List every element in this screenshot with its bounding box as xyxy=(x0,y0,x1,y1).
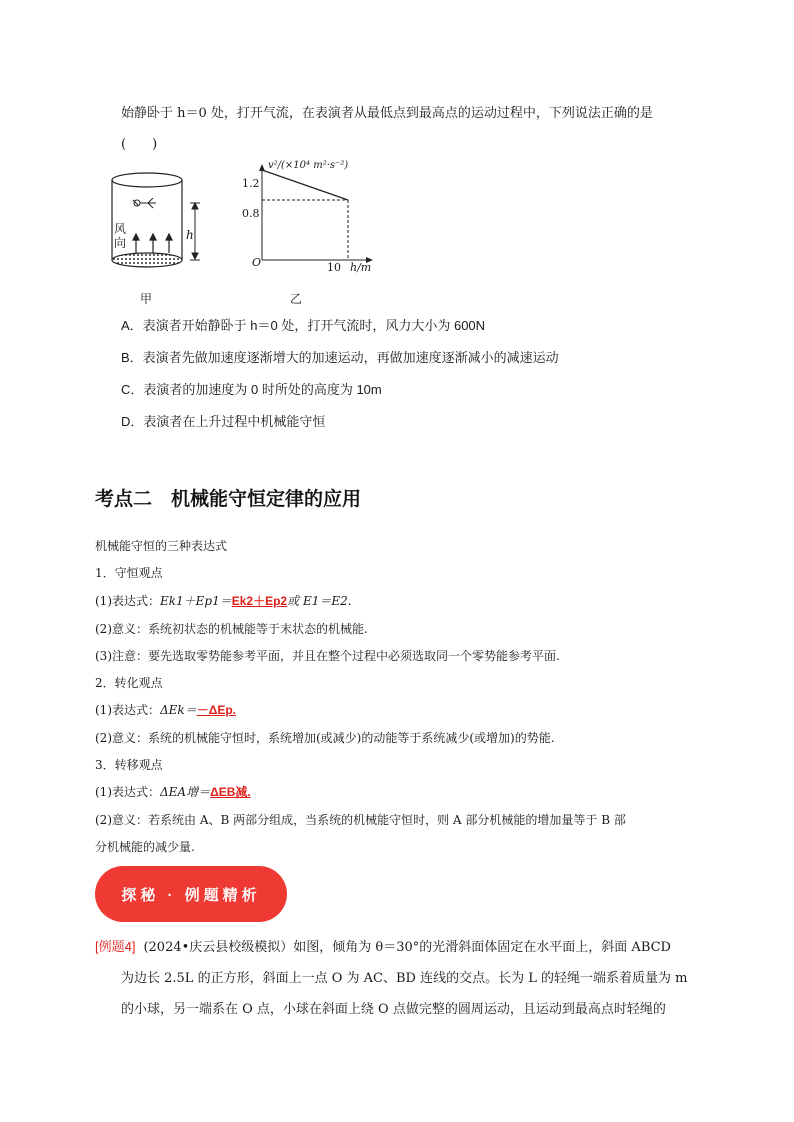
wind-arrows xyxy=(133,234,172,253)
p1-expression: (1)表达式：Ek1＋Ep1＝Ek2＋Ep2或 E1＝E2. xyxy=(95,594,352,608)
example-line3: 的小球，另一端系在 O 点，小球在斜面上绕 O 点做完整的圆周运动，且运动到最高点时轻绳的 xyxy=(121,1002,666,1017)
figure-jia-label: 甲 xyxy=(140,292,153,306)
section-title: 考点二 机械能守恒定律的应用 xyxy=(95,489,362,510)
p2-expression: (1)表达式：ΔEk＝－ΔEp. xyxy=(95,703,236,717)
p3-expression: (1)表达式：ΔEA增＝ΔEB减. xyxy=(95,785,251,799)
answer-blank: ( ) xyxy=(121,137,158,152)
wind-label: 风向 xyxy=(114,222,127,250)
question-stem-line: 始静卧于 h＝0 处，打开气流，在表演者从最低点到最高点的运动过程中，下列说法正确的是 xyxy=(121,106,653,121)
p3-meaning-line2: 分机械能的减少量. xyxy=(95,840,195,854)
option-c: C．表演者的加速度为 0 时所处的高度为 10m xyxy=(121,382,382,397)
y-tick-low: 0.8 xyxy=(242,207,260,220)
p2-heading: 2．转化观点 xyxy=(95,676,163,690)
p1-answer: Ek2＋Ep2 xyxy=(231,594,288,608)
example-label: [例题4] xyxy=(95,939,136,954)
p3-heading: 3．转移观点 xyxy=(95,758,163,772)
y-tick-high: 1.2 xyxy=(242,177,260,190)
p3-answer: ΔEB减. xyxy=(210,785,251,799)
section-intro: 机械能守恒的三种表达式 xyxy=(95,539,228,553)
p1-note: (3)注意：要先选取零势能参考平面，并且在整个过程中必须选取同一个零势能参考平面. xyxy=(95,649,560,663)
option-a: A．表演者开始静卧于 h＝0 处，打开气流时，风力大小为 600N xyxy=(121,318,486,333)
p2-meaning: (2)意义：系统的机械能守恒时，系统增加(或减少)的动能等于系统减少(或增加)的势能. xyxy=(95,731,555,745)
p3-meaning-line1: (2)意义：若系统由 A、B 两部分组成，当系统的机械能守恒时，则 A 部分机械能的增加量等于 B 部 xyxy=(95,813,626,827)
p1-heading: 1．守恒观点 xyxy=(95,566,163,580)
performer-icon xyxy=(133,198,156,208)
example-banner xyxy=(95,866,287,922)
x-axis-label: h/m xyxy=(350,261,372,274)
p1-meaning: (2)意义：系统初状态的机械能等于末状态的机械能. xyxy=(95,622,368,636)
height-label: h xyxy=(186,228,194,242)
example-line1: [例题4] (2024•庆云县校级模拟）如图，倾角为 θ＝30°的光滑斜面体固定在水平面上，斜面 ABCD xyxy=(95,939,671,955)
option-d: D．表演者在上升过程中机械能守恒 xyxy=(121,414,326,429)
figure-yi-label: 乙 xyxy=(290,292,303,306)
origin-label: O xyxy=(252,256,262,269)
y-axis-label: v²/(×10⁴ m²·s⁻²) xyxy=(268,160,349,171)
data-line xyxy=(262,170,348,200)
x-tick: 10 xyxy=(327,261,341,274)
example-banner-label: 探秘 · 例题精析 xyxy=(121,886,261,904)
option-b: B．表演者先做加速度逐渐增大的加速运动，再做加速度逐渐减小的减速运动 xyxy=(121,350,559,365)
p2-answer: －ΔEp. xyxy=(196,703,236,717)
example-line2: 为边长 2.5L 的正方形，斜面上一点 O 为 AC、BD 连线的交点。长为 L 的轻绳一端系着质量为 m xyxy=(121,971,688,986)
